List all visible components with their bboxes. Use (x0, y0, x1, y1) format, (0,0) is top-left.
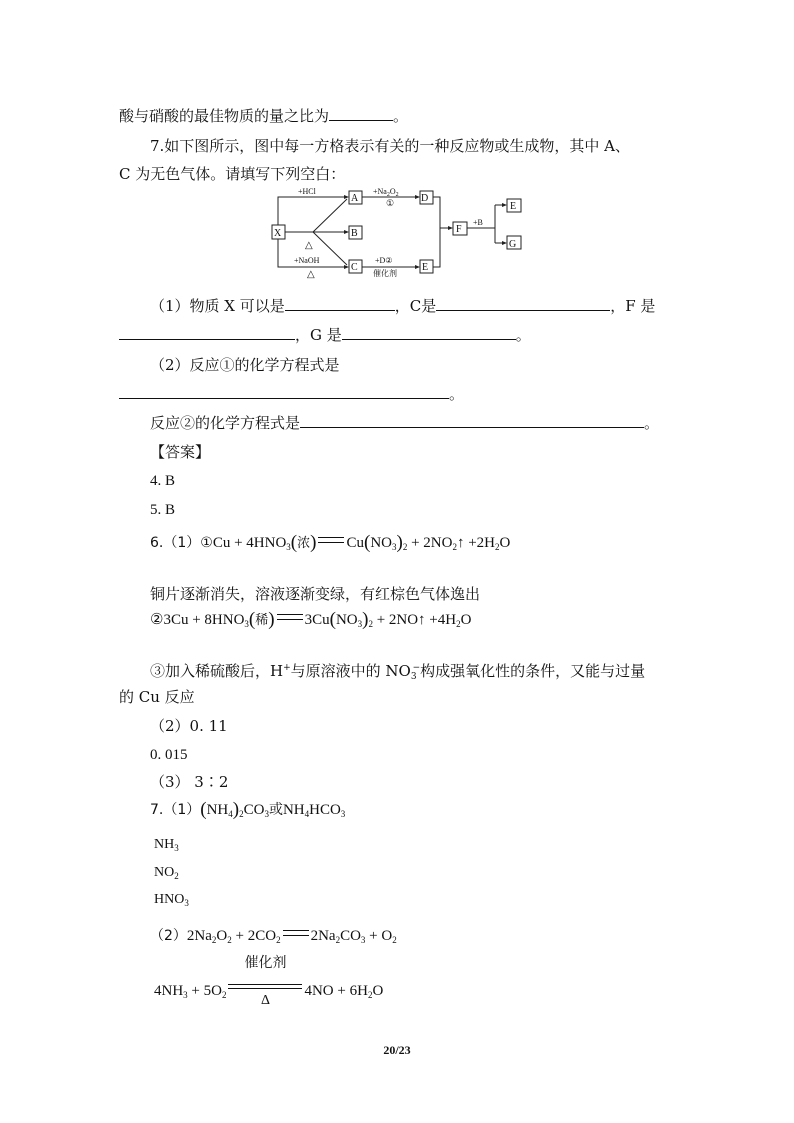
label-catalyst: 催化剂 (373, 269, 397, 278)
q7-stem-line1: 7.如下图所示，图中每一方格表示有关的一种反应物或生成物，其中 A、 (150, 137, 630, 155)
node-g-label: G (509, 239, 517, 250)
q6-tail-blank (329, 106, 393, 121)
blank-c (436, 296, 610, 311)
blank-reaction2 (300, 413, 644, 428)
catalyst-condition: 催化剂 Δ (228, 975, 302, 995)
node-f-label: F (456, 224, 462, 235)
blank-x (285, 296, 395, 311)
q7-stem-line2: C 为无色气体。请填写下列空白： (119, 165, 346, 183)
answer-6-2-eq: ②3Cu + $8HNO_3$(稀) $3Cu(NO_3)_2$ + 2NO↑ $+4H_2O$ (150, 609, 472, 630)
answer-6-part3: （3） 3∶2 (150, 773, 229, 791)
answer-6-3-line2: 的 Cu 反应 (119, 688, 195, 706)
label-delta-mid: △ (305, 240, 313, 251)
node-a-label: A (351, 193, 359, 204)
answers-heading: 【答案】 (150, 443, 211, 461)
node-e-label: E (422, 262, 429, 273)
answer-7-g: $HNO_3$ (154, 892, 189, 908)
answer-6-part2b: 0. 015 (150, 747, 188, 763)
blank-f (119, 325, 295, 340)
answer-7-2-eq1: $(2)2Na_2O_2 + 2CO_2$ $2Na_2CO_3 + O_2$ (150, 928, 397, 945)
label-plus-d2: +D② (375, 256, 393, 265)
q7-part2-line2: 。 (119, 384, 464, 404)
blank-g (342, 325, 516, 340)
label-plus-b: +B (473, 218, 483, 227)
label-na2o2: $+Na_2O_2$ (373, 187, 399, 198)
reaction-diagram (260, 185, 530, 280)
q6-tail-line (119, 106, 408, 126)
page-number: 20/23 (383, 1043, 411, 1057)
node-d-label: D (421, 193, 429, 204)
node-b-label: B (351, 228, 358, 239)
q6-tail-text: 酸与硝酸的最佳物质的量之比为 (119, 107, 330, 125)
node-x-label: X (274, 228, 282, 239)
answer-7-f: $NO_2$ (154, 865, 179, 881)
q7-part2-line3: 反应②的化学方程式是 。 (150, 414, 660, 432)
answer-5: 5. B (150, 502, 176, 518)
answer-7-c: $NH_3$ (154, 837, 179, 853)
answer-7-1-x: $7.(1)(NH_4)_2CO_3$或$NH_4HCO_3$ (150, 799, 346, 820)
answer-6-3-line1: ③加入稀硫酸后，H+与原溶液中的 $NO_3^-$构成强氧化性的条件，又能与过量 (150, 662, 646, 682)
label-circle1: ① (386, 198, 395, 208)
label-hcl: +HCl (298, 187, 316, 196)
answer-4: 4. B (150, 473, 176, 489)
q7-part1-line1: （1）物质 X 可以是 ，C是 ，F 是 (150, 297, 656, 315)
blank-reaction1 (119, 384, 449, 399)
answer-7-2-eq2: $4NH_3 + 5O_2$ 催化剂 Δ $4NO + 6H_2O$ (154, 955, 384, 1008)
q6-tail-end: 。 (393, 107, 409, 125)
q7-part1-line2: ，G 是 。 (119, 325, 531, 345)
answer-6-part2: （2）0. 11 (150, 717, 228, 735)
answer-6-1-eq: 6.（1）①Cu + $4HNO_3$(浓) $Cu(NO_3)_2$ + $2NO_2↑ +2H_2O$ (150, 532, 511, 553)
q7-part2-line1: （2）反应①的化学方程式是 (150, 356, 340, 374)
node-e2-label: E (510, 201, 517, 212)
label-delta-bottom: △ (307, 269, 315, 280)
answer-6-1-desc: 铜片逐渐消失，溶液逐渐变绿，有红棕色气体逸出 (150, 585, 481, 603)
label-naoh: +NaOH (294, 256, 320, 265)
node-c-label: C (351, 262, 358, 273)
